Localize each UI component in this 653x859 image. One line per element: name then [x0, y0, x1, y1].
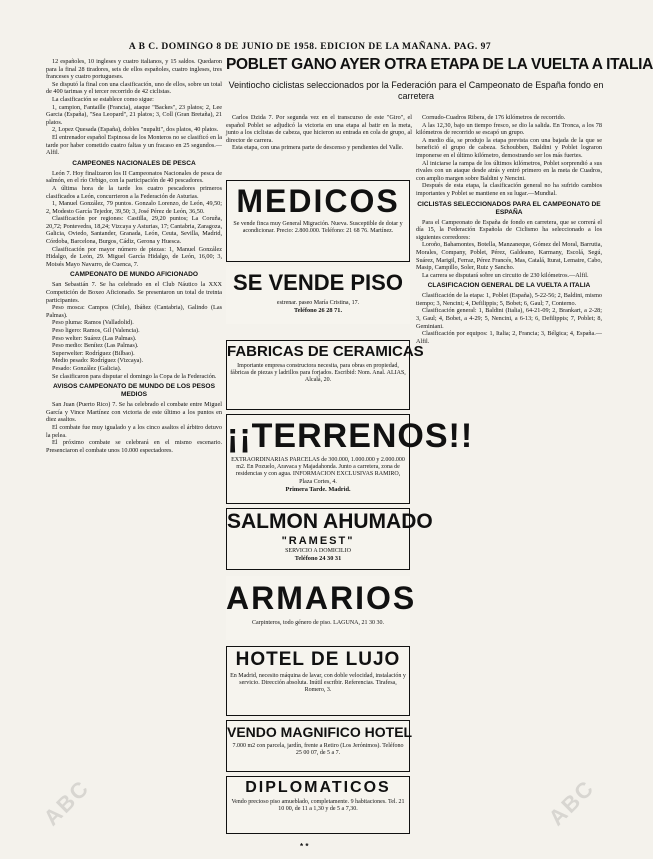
ad-phone: Primera Tarde. Madrid.	[285, 485, 351, 493]
article-paragraph: San Juan (Puerto Rico) 7. Se ha celebrado el combate entre Miguel García y Vince Martínez con victoria de este último a los puntos en diez asaltos.	[46, 401, 222, 424]
watermark: ABC	[38, 774, 95, 831]
section-title: AVISOS CAMPEONATO DE MUNDO DE LOS PESOS MEDIOS	[53, 383, 215, 399]
ad-title: SE VENDE PISO	[233, 270, 403, 295]
ad-text: Importante empresa constructora necesita, para obras en propiedad, fábricas de piezas y ladrillos para forjados. Escribid: Nom. Anal. ALIAS, Alcalá, 20.	[230, 363, 406, 384]
ad-medicos	[226, 180, 410, 262]
page-masthead: A B C. DOMINGO 8 DE JUNIO DE 1958. EDICION DE LA MAÑANA. PAG. 97	[128, 42, 492, 52]
article-paragraph: Pesado: González (Galicia).	[52, 364, 122, 372]
ad-phone: Teléfono 24 30 31	[294, 555, 342, 563]
ad-text: 7.000 m2 con parcela, jardín, frente a Retiro (Los Jerónimos). Teléfono 25 00 07, de 5 a 7.	[232, 743, 404, 757]
article-paragraph: Peso welter: Suárez (Las Palmas).	[52, 334, 137, 342]
ad-text: estrenar. paseo María Cristina, 17.	[276, 300, 360, 306]
article-paragraph: Peso medio: Benítez (Las Palmas).	[52, 342, 139, 350]
ad-title: FABRICAS DE CERAMICAS	[227, 343, 424, 360]
article-paragraph: Clasificación por regiones: Castilla, 29,20 puntos; La Coruña, 20,72; Pontevedra, 18,24; Vizcaya y Asturias, 17; Cantabria, Zaragoza, Galicia, Oviedo, Santander, Granada, León, Ceuta, Sevilla, Madrid, Córdoba, Barcelona, Burgos, Cádiz, Gerona y Huesca.	[46, 215, 222, 246]
ad-text: Vendo precioso piso amueblado, completamente. 9 habitaciones. Tel. 21 10 00, de 11 a 1,30 y de 5 a 7,30.	[231, 799, 405, 813]
ad-subtitle: "RAMEST"	[281, 535, 355, 547]
article-paragraph: Clasificación por mayor número de piezas: 1, Manuel González Hidalgo, de León, 29. Miguel García Hidalgo, de León, 16,00; 3, Moisés Mayo Navarro, de Cuenca, 7.	[46, 245, 222, 268]
article-paragraph: A medio día, se produjo la etapa prevista con una bajada de la que se benefició el grupo de cabeza. Schoubben, Baldini y Poblet lograron imponerse en el último kilómetro, demostrando ser los más fuertes.	[416, 136, 602, 159]
article-paragraph: 12 españoles, 10 ingleses y cuatro italianos, y 15 saldos. Quedaron para la final 28 tiradores, seis de ellos españoles, cuatro ingleses, tres franceses y cuatro portugueses.	[46, 58, 222, 81]
article-paragraph: 1, Manuel González, 79 puntos. Gonzalo Lorenzo, de León, 49,50; 2, Modesto García Tejedor, 39,50; 3, José Pérez de León, 36,50.	[46, 200, 222, 215]
ad-text: En Madrid, necesito máquina de lavar, con doble velocidad, instalación y servicio. Dirección absoluta. Inútil escribir. Referencias. Tirafesa, Romero, 3.	[230, 673, 406, 694]
ad-title: DIPLOMATICOS	[245, 779, 391, 796]
ad-title: SALMON AHUMADO	[227, 510, 433, 533]
article-paragraph: León 7. Hoy finalizaron los II Campeonatos Nacionales de pesca de salmón, en el río Orbigo, con la participación de 40 pescadores.	[46, 169, 222, 185]
ad-armarios	[226, 576, 417, 640]
article-paragraph: La clasificación se establece como sigue:	[52, 95, 154, 103]
ad-title: MEDICOS	[236, 183, 400, 219]
article-paragraph: Después de esta etapa, la clasificación general no ha sufrido cambios importantes y Poblet se mantiene en su lugar.—Mundial.	[416, 182, 602, 197]
article-paragraph: San Sebastián 7. Se ha celebrado en el Club Náutico la XXX Competición de Boxeo Aficionado. Se presentaron un total de treinta participantes.	[46, 281, 222, 304]
article-paragraph: A última hora de la tarde los cuatro pescadores primeros clasificados a León, concurrieron a la Federación de Asturias.	[46, 184, 222, 200]
page-credit: * *	[300, 842, 309, 851]
mid-article-text	[226, 114, 412, 174]
ad-text: Carpinteros, todo género de piso. LAGUNA, 21 30 30.	[252, 620, 384, 626]
ad-text: SERVICIO A DOMICILIO	[285, 548, 351, 554]
article-paragraph: Medio pesado: Rodríguez (Vizcaya).	[52, 357, 144, 365]
ad-hotel-lujo	[226, 646, 410, 716]
ad-diplomaticos	[226, 776, 410, 834]
section-title: CAMPEONES NACIONALES DE PESCA	[72, 159, 196, 167]
article-paragraph: Para el Campeonato de España de fondo en carretera, que se correrá el día 15, la Federación Española de Ciclismo ha seleccionado a los siguientes corredores:	[416, 218, 602, 241]
mid-paragraph: Esta etapa, con una primera parte de descenso y pendientes del Valle.	[232, 144, 404, 152]
mid-paragraph: Carlos Dzida 7. Por segunda vez en el transcurso de este "Giro", el español Poblet se adjudicó la victoria en una etapa al batir en la meta, junto a los ciclistas de cabeza, que hicieron su entrada en cola de grupo, al director de carrera.	[226, 114, 412, 144]
article-paragraph: Peso pluma: Ramos (Valladolid).	[52, 319, 134, 327]
right-column	[416, 114, 602, 844]
article-paragraph: Clasificación por equipos: 1, Italia; 2, Francia; 3, Bélgica; 4, España.—Alfil.	[416, 330, 602, 345]
article-paragraph: Peso ligero: Ramos, Gil (Valencia).	[52, 327, 140, 334]
section-title: CAMPEONATO DE MUNDO AFICIONADO	[69, 271, 199, 279]
article-paragraph: Cornudo-Cuadros Ribera, de 176 kilómetros de recorrido.	[422, 114, 566, 121]
article-paragraph: Loroño, Bahamontes, Botella, Manzaneque, Gómez del Moral, Barrutia, Morales, Company, Poblet, Pérez, Galdeano, Karmany, Escolá, Segú, Suárez, Marigil, Ferraz, Pérez Francés, Mas, Catalá, Iturat, Lemaire, Cabo, Masip, Campillo, Soler, Ruiz y Sancho.	[416, 241, 602, 272]
ad-text: Se vende finca muy General Migración. Nueva. Susceptible de dotar y acondicionar. Precio: 2.800.000. Teléfono: 21 68 76. Martínez.	[233, 221, 403, 235]
article-paragraph: Peso mosca: Campos (Chile), Ibáñez (Cantabria), Galindo (Las Palmas).	[46, 304, 222, 319]
ad-terrenos	[226, 414, 474, 504]
ad-phone: Teléfono 26 28 71.	[293, 307, 343, 315]
article-paragraph: Clasificación general: 1, Baldini (Italia), 64-21-09; 2, Brankart, a 2-28; 3, Gaul; 4, Bobet, a 4-29; 5, Nencini, a 6-13; 6, Defilippis; 7, Poblet; 8, Geminiani.	[416, 307, 602, 330]
main-headline: POBLET GANO AYER OTRA ETAPA DE LA VUELTA A ITALIA	[226, 56, 653, 73]
ad-ceramicas	[226, 340, 424, 410]
ad-title: HOTEL DE LUJO	[235, 649, 401, 670]
article-paragraph: Se disputó la final con una clasificación, uno de ellos, sobre un total de 400 tarimas y el tercer recorrido de 42 ciclistas.	[46, 80, 222, 96]
article-paragraph: El entrenador español Espinosa de los Monteros no se clasificó en la tarde por haber cometido cuatro faltas y un fracaso en 25 segundos.—Alfil.	[46, 133, 222, 157]
left-column	[46, 58, 222, 848]
ad-salmon	[226, 508, 433, 570]
section-title: CLASIFICACION GENERAL DE LA VUELTA A ITALIA	[427, 282, 591, 290]
ad-title: ¡¡TERRENOS!!	[227, 417, 474, 455]
article-paragraph: El próximo combate se celebrará en el mismo escenario. Presenciaron el combate unos 10.000 espectadores.	[46, 439, 222, 454]
ad-title: VENDO MAGNIFICO HOTEL	[227, 724, 413, 740]
article-paragraph: 1, campion, Fantaille (Francia), ataque "Backes", 23 platos; 2, Lee Garcia (España), "Sea Leopard", 21 platos; 3, Coll (Gran Bretaña), 21 platos.	[46, 103, 222, 126]
article-paragraph: El combate fue muy igualado y a los cinco asaltos el árbitro detuvo la pelea.	[46, 423, 222, 439]
sub-headline: Veintiocho ciclistas seleccionados por la Federación para el Campeonato de España fondo en carretera	[228, 80, 604, 101]
ad-text: EXTRAORDINARIAS PARCELAS de 300.000, 1.000.000 y 2.000.000 m2. En Pozuelo, Aravaca y Majadahonda. Junto a carretera, zona de residencias y con agua. INFORMACION EXCLUSIVAS RAMIRO, Plaza Cortes, 4.	[231, 457, 405, 485]
watermark: ABC	[543, 774, 600, 831]
article-paragraph: Superwelter: Rodríguez (Bilbao).	[52, 349, 135, 357]
ad-piso	[226, 266, 410, 324]
article-paragraph: Al iniciarse la rampa de los últimos kilómetros, Poblet sorprendió a sus rivales con un ataque desde atrás y entró primero en la meta de Cuadros, con amplio margen sobre Baldini y Nencini.	[416, 159, 602, 182]
article-paragraph: Clasificación de la etapa: 1, Poblet (España), 5-22-56; 2, Baldini, mismo tiempo; 3, Nencini; 4, Defilippis; 5, Bobet; 6, Gaul; 7, Conterno.	[416, 292, 602, 307]
ad-vendo-hotel	[226, 720, 413, 772]
section-title: CICLISTAS SELECCIONADOS PARA EL CAMPEONATO DE ESPAÑA	[417, 200, 601, 216]
article-paragraph: Se clasificaron para disputar el domingo la Copa de la Federación.	[52, 372, 217, 380]
article-paragraph: A las 12,30, bajo un tiempo fresco, se dio la salida. En Tronca, a los 78 kilómetros de recorrido se escapó un grupo.	[416, 121, 602, 137]
article-paragraph: La carrera se disputará sobre un circuito de 230 kilómetros.—Alfil.	[422, 271, 589, 279]
article-paragraph: 2, Lopez Quesada (España), dobles "nupalti", dos platos, 40 platos.	[52, 126, 219, 134]
ad-title: ARMARIOS	[226, 580, 417, 616]
